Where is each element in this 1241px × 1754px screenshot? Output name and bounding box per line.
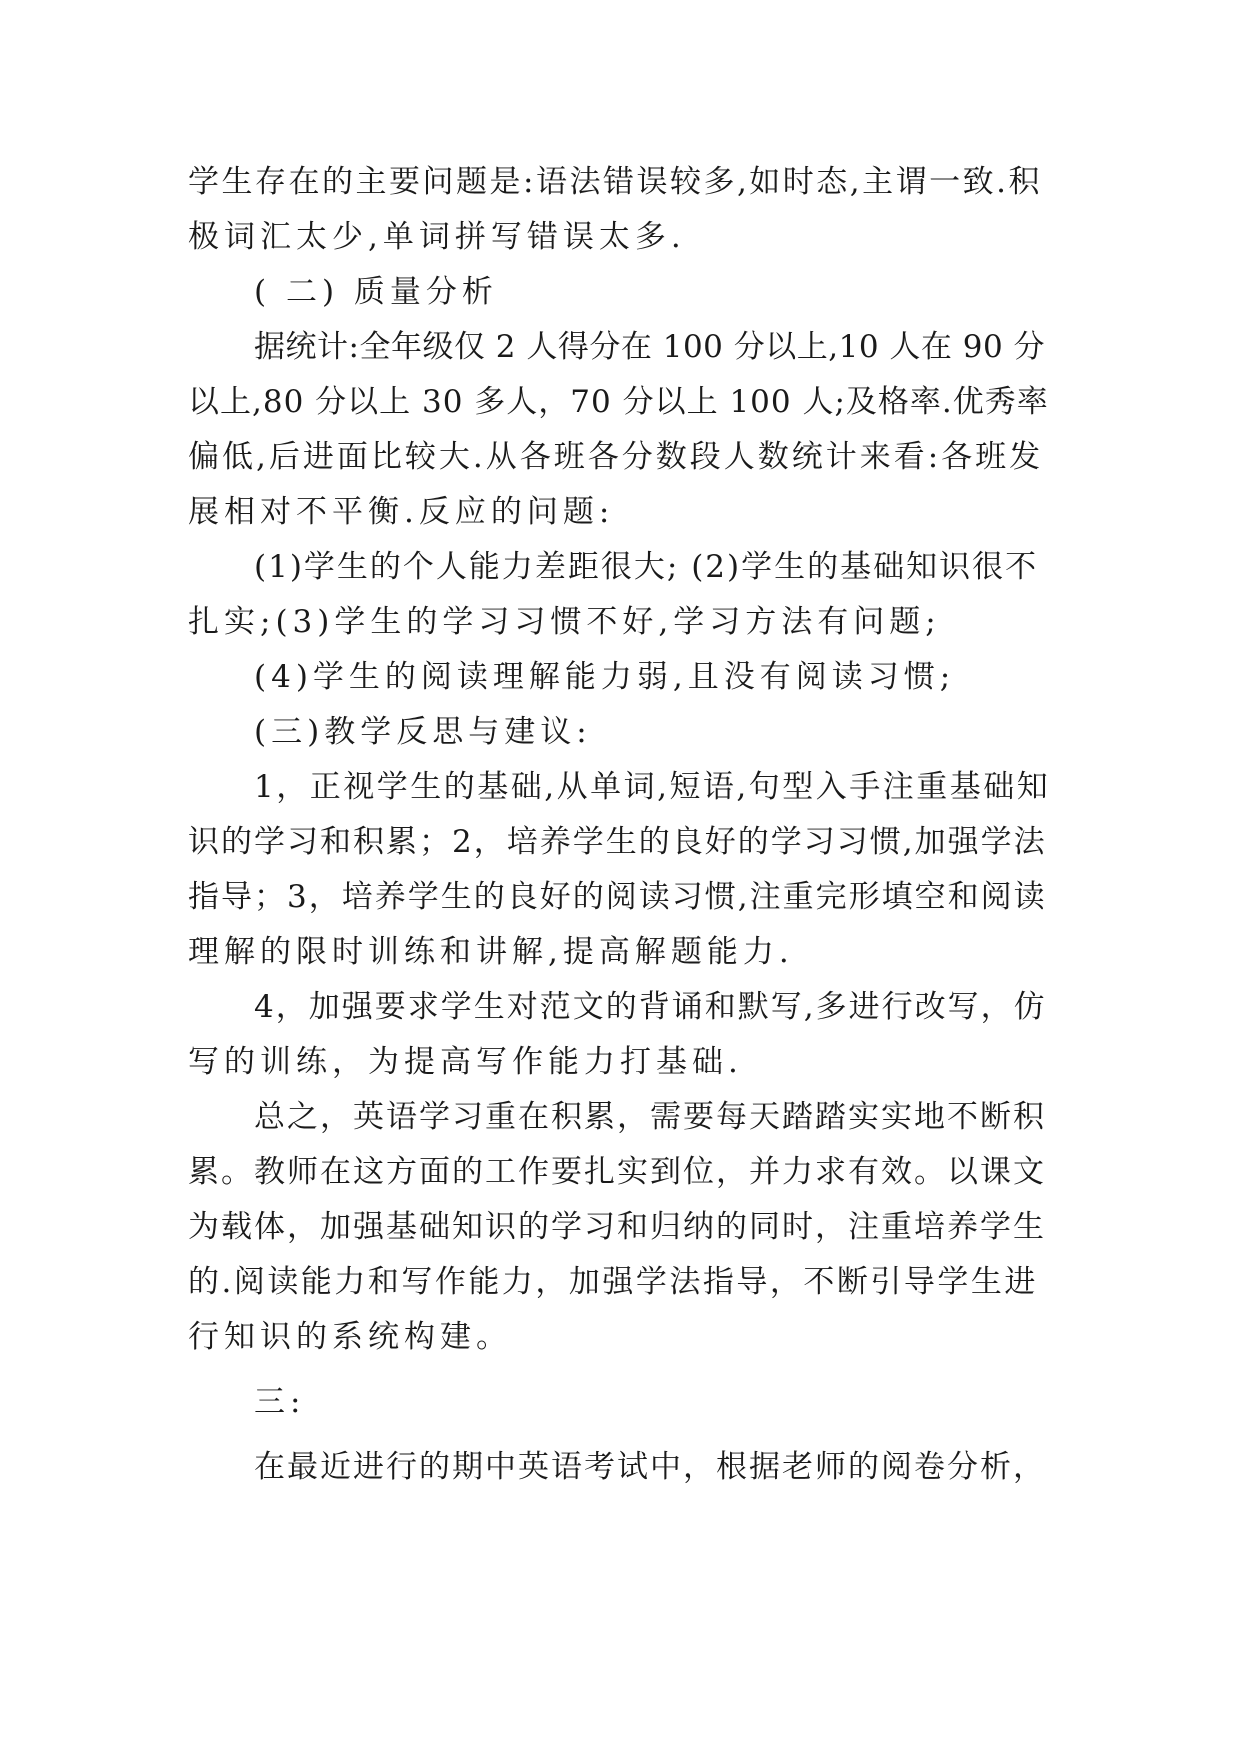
text-line: 识的学习和积累；2，培养学生的良好的学习习惯,加强学法 bbox=[188, 824, 1047, 860]
text-line: 以上,80 分以上 30 多人，70 分以上 100 人;及格率.优秀率 bbox=[188, 384, 1049, 420]
text-line: 的.阅读能力和写作能力，加强学法指导，不断引导学生进 bbox=[188, 1264, 1038, 1300]
section-heading: 三: bbox=[254, 1384, 306, 1420]
section-heading: ( 二) 质量分析 bbox=[254, 274, 498, 310]
section-heading: (三)教学反思与建议: bbox=[254, 714, 592, 750]
text-line: 扎实;(3)学生的学习习惯不好,学习方法有问题; bbox=[188, 604, 941, 640]
text-line: 总之，英语学习重在积累，需要每天踏踏实实地不断积 bbox=[254, 1099, 1046, 1135]
text-line: 写的训练，为提高写作能力打基础. bbox=[188, 1044, 743, 1080]
text-line: (4)学生的阅读理解能力弱,且没有阅读习惯; bbox=[254, 659, 956, 695]
text-line: 4，加强要求学生对范文的背诵和默写,多进行改写，仿 bbox=[254, 989, 1047, 1025]
text-line: (1)学生的个人能力差距很大; (2)学生的基础知识很不 bbox=[254, 549, 1039, 585]
text-line: 在最近进行的期中英语考试中，根据老师的阅卷分析， bbox=[254, 1449, 1046, 1485]
text-line: 学生存在的主要问题是:语法错误较多,如时态,主谓一致.积 bbox=[188, 164, 1043, 200]
text-line: 偏低,后进面比较大.从各班各分数段人数统计来看:各班发 bbox=[188, 439, 1044, 475]
text-line: 指导；3，培养学生的良好的阅读习惯,注重完形填空和阅读 bbox=[188, 879, 1047, 915]
text-line: 极词汇太少,单词拼写错误太多. bbox=[188, 219, 686, 255]
text-line: 累。教师在这方面的工作要扎实到位，并力求有效。以课文 bbox=[188, 1154, 1046, 1190]
text-line: 1，正视学生的基础,从单词,短语,句型入手注重基础知 bbox=[254, 769, 1051, 805]
text-line: 理解的限时训练和讲解,提高解题能力. bbox=[188, 934, 794, 970]
text-line: 行知识的系统构建。 bbox=[188, 1319, 512, 1355]
text-line: 展相对不平衡.反应的问题: bbox=[188, 494, 615, 530]
text-line: 据统计:全年级仅 2 人得分在 100 分以上,10 人在 90 分 bbox=[254, 329, 1046, 365]
text-line: 为载体，加强基础知识的学习和归纳的同时，注重培养学生 bbox=[188, 1209, 1046, 1245]
